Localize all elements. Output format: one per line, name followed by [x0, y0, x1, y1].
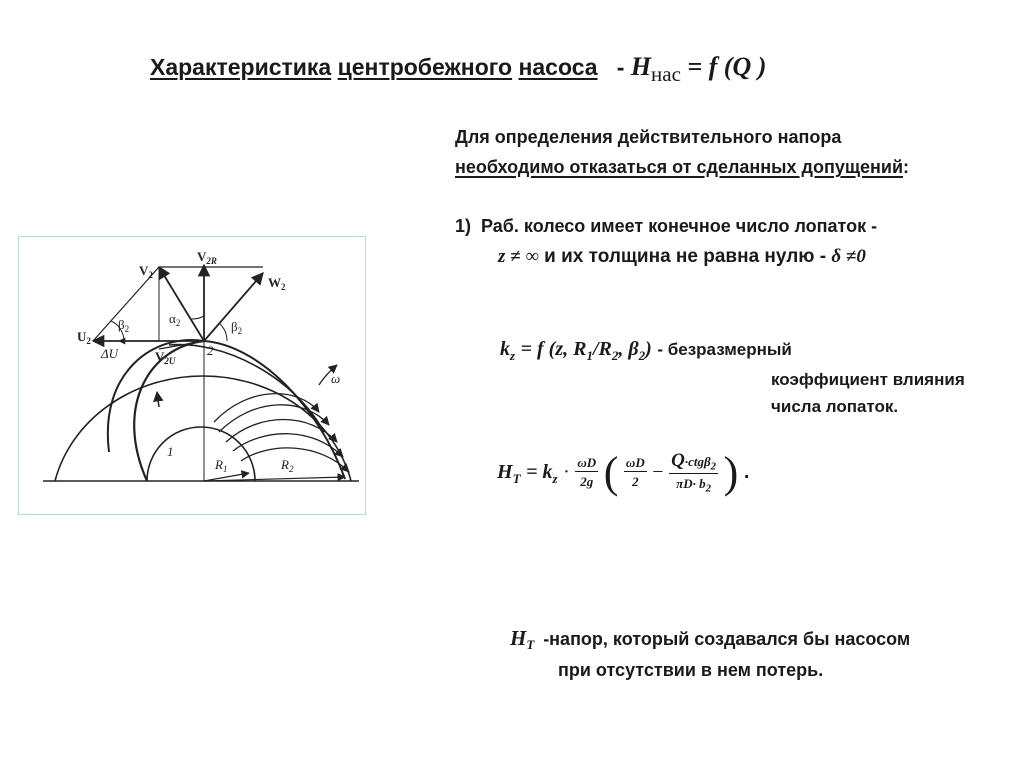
title-formula-h: H [630, 52, 652, 81]
label-v2r: $V_{2R}$ [197, 249, 217, 266]
figure-labels [77, 249, 340, 474]
kz-lhs: k [500, 338, 510, 360]
label-r2: $R_2$ [281, 457, 294, 474]
ht-lhs-sub: T [512, 470, 521, 486]
alpha2-arc [191, 316, 204, 319]
item1-line-2 [498, 246, 866, 268]
impeller-diagram [19, 237, 365, 514]
title-formula-rest: = f (Q ) [687, 52, 767, 81]
outer-circle-arc [55, 376, 351, 481]
inner-circle-arc [147, 427, 255, 481]
kz-rhs: = f (z, R [520, 338, 587, 360]
kz-close: ) [645, 338, 652, 360]
label-beta2-right: $\beta_2$ [231, 319, 243, 336]
blade-4 [169, 345, 324, 432]
title-word-2: центробежного [337, 54, 513, 80]
note-line-2: при отсутствии в нем потерь. [558, 660, 824, 680]
kz-desc-3: числа лопаток. [771, 397, 899, 416]
impeller-figure [18, 236, 366, 515]
vector-v2 [159, 267, 204, 341]
ht-note [510, 626, 910, 653]
kz-desc-1: - безразмерный [657, 340, 792, 359]
item1-cond-z: z ≠ ∞ [498, 246, 539, 267]
item1-number: 1) [455, 216, 472, 236]
ht-fraction-3 [669, 450, 718, 494]
title-word-1: Характеристика [150, 54, 332, 80]
ht-f3-q: Q [671, 450, 685, 472]
ht-dot: · [563, 461, 570, 483]
ht-f3-rest: ·ctgβ [684, 454, 711, 470]
kz-beta: , β [618, 338, 639, 360]
kz-beta-sub: 2 [638, 348, 646, 363]
kz-formula [500, 338, 792, 364]
title-word-3: насоса [518, 54, 598, 80]
label-w2: $W_2$ [268, 275, 286, 292]
kz-slash: /R [592, 338, 612, 360]
note-line-1: -напор, который создавался бы насосом [543, 629, 911, 649]
ht-formula [497, 447, 749, 498]
ht-paren-open: ( [603, 448, 619, 497]
ht-f3-num-sub: 2 [710, 461, 717, 473]
title-formula-sub: нас [651, 62, 681, 86]
ht-minus: − [652, 461, 664, 483]
kz-desc-2: коэффициент влияния [771, 370, 965, 389]
label-alpha2: $\alpha_2$ [169, 311, 181, 328]
ht-f3-den: πD· b [676, 476, 706, 491]
ht-f2-den: 2 [624, 471, 647, 490]
title-dash: - [616, 54, 625, 80]
blade-arrow [157, 392, 159, 407]
slide-title [150, 52, 767, 86]
label-delta-u: ΔU [101, 346, 119, 361]
ht-lhs: H [497, 460, 513, 483]
label-point-2: 2 [207, 343, 214, 358]
item1-text: Раб. колесо имеет конечное число лопаток - [481, 216, 878, 236]
ht-paren-close: ) [723, 448, 739, 497]
kz-r2-sub: 2 [611, 348, 619, 363]
label-v2: $V_2$ [139, 263, 153, 280]
intro-line-1: Для определения действительного напора [455, 127, 842, 147]
kz-r1-sub: 1 [586, 348, 593, 363]
label-beta2-left: $\beta_2$ [118, 317, 130, 334]
label-omega: ω [331, 371, 341, 386]
flow-line-3 [226, 420, 337, 443]
note-sym-sub: T [526, 637, 535, 653]
ht-end: . [743, 461, 750, 483]
label-u2: $U_2$ [77, 329, 91, 346]
kz-lhs-sub: z [510, 348, 516, 363]
intro-line-2-text: необходимо отказаться от сделанных допущений [455, 157, 904, 177]
ht-f1-den: 2g [575, 471, 598, 490]
beta2-right-arc [219, 323, 227, 341]
ht-k-sub: z [552, 470, 558, 486]
intro-colon: : [903, 157, 910, 177]
item1-mid: и их толщина не равна нулю - [544, 246, 827, 267]
label-v2u: $V_{2U}$ [155, 349, 176, 366]
item1-cond-delta: δ ≠0 [831, 246, 866, 267]
ht-f2-num: ωD [625, 455, 645, 470]
label-r1: $R_1$ [215, 457, 228, 474]
note-sym: H [510, 626, 527, 650]
ht-fraction-1 [575, 455, 598, 490]
ht-fraction-2 [624, 455, 647, 490]
blade-3 [204, 341, 345, 479]
ht-eq: = k [526, 461, 553, 483]
label-point-1: 1 [167, 444, 174, 459]
item1-line-1 [455, 216, 877, 237]
ht-f3-den-sub: 2 [705, 482, 712, 495]
ht-f1-num: ωD [577, 455, 597, 470]
intro-line-2 [455, 157, 909, 178]
